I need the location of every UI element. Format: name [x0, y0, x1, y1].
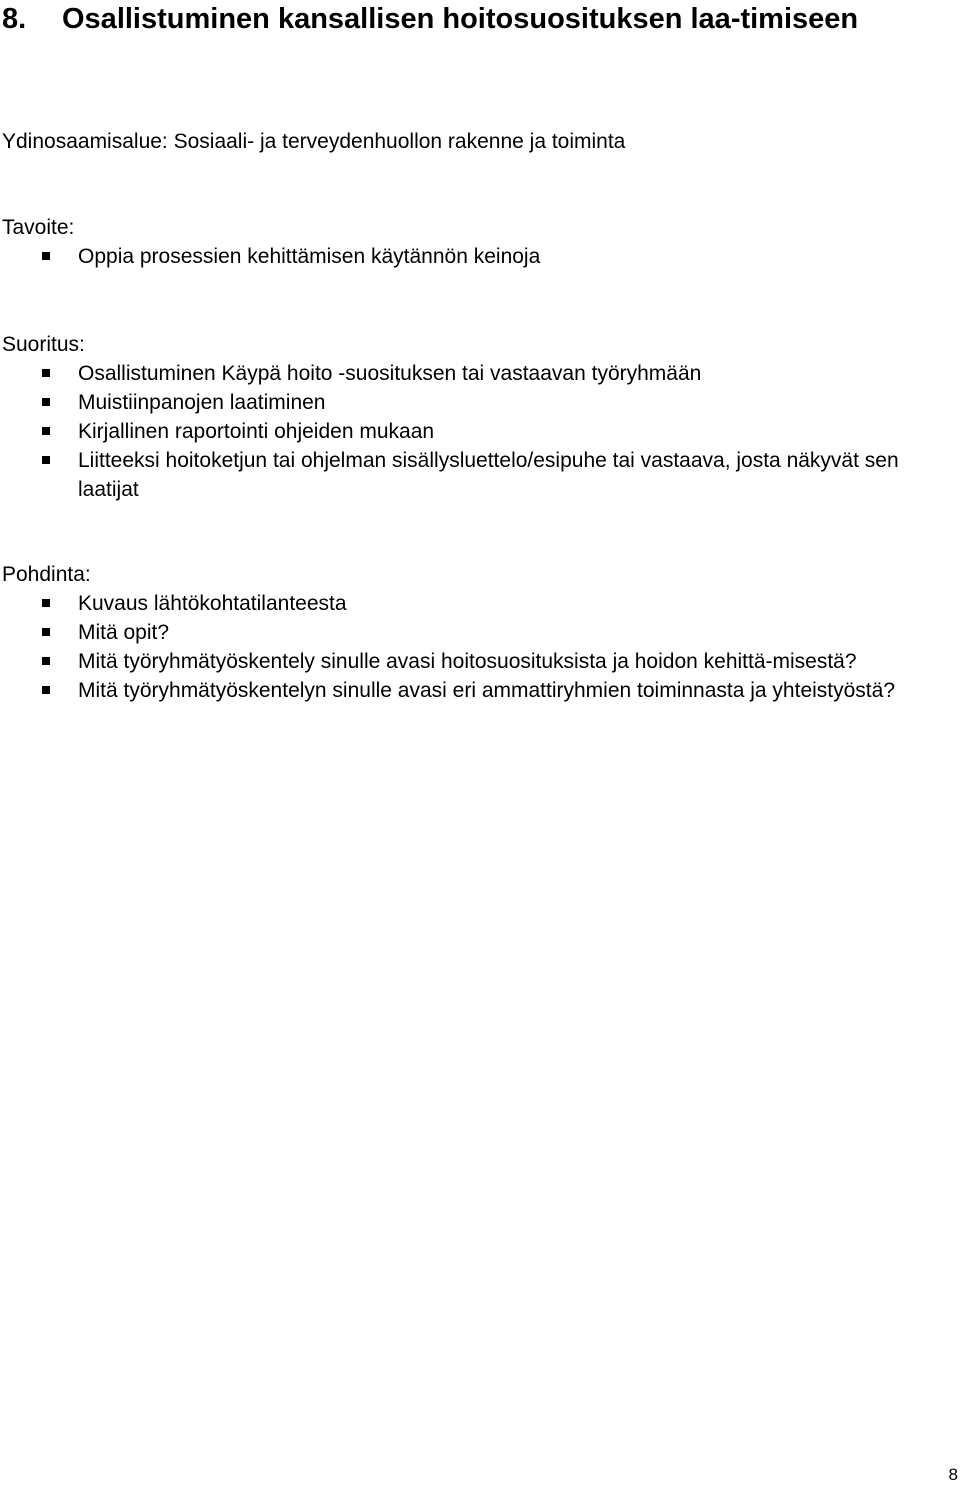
square-bullet-icon [42, 369, 50, 377]
square-bullet-icon [42, 252, 50, 260]
performance-item [2, 417, 947, 446]
section-title: Osallistuminen kansallisen hoitosuosituksen laa-timiseen [62, 3, 859, 35]
performance-item-text: Kirjallinen raportointi ohjeiden mukaan [78, 420, 435, 443]
section-number: 8. [2, 3, 27, 35]
reflection-label: Pohdinta: [2, 563, 91, 586]
goal-list [2, 242, 947, 271]
goal-item [2, 242, 947, 271]
page-number: 8 [948, 1465, 958, 1484]
performance-item [2, 446, 947, 504]
reflection-item [2, 676, 947, 705]
reflection-item-text: Mitä opit? [78, 621, 170, 644]
reflection-section [2, 561, 947, 705]
reflection-item-text: Mitä työryhmätyöskentely sinulle avasi hoitosuosituksista ja hoidon kehittä-misestä? [78, 650, 857, 673]
reflection-item-text: Kuvaus lähtökohtatilanteesta [78, 592, 347, 615]
square-bullet-icon [42, 686, 50, 694]
square-bullet-icon [42, 599, 50, 607]
section-heading [2, 0, 932, 38]
goal-label: Tavoite: [2, 216, 75, 239]
square-bullet-icon [42, 456, 50, 464]
square-bullet-icon [42, 628, 50, 636]
reflection-item [2, 618, 947, 647]
square-bullet-icon [42, 657, 50, 665]
reflection-item [2, 647, 947, 676]
performance-item-text: Osallistuminen Käypä hoito -suosituksen tai vastaavan työryhmään [78, 362, 702, 385]
goal-section [2, 214, 947, 271]
performance-item-text: Liitteeksi hoitoketjun tai ohjelman sisällysluettelo/esipuhe tai vastaava, josta näkyvät sen laatijat [78, 449, 899, 501]
core-competence-area: Ydinosaamisalue: Sosiaali- ja terveydenhuollon rakenne ja toiminta [2, 130, 626, 153]
performance-section [2, 331, 947, 504]
square-bullet-icon [42, 427, 50, 435]
performance-item-text: Muistiinpanojen laatiminen [78, 391, 326, 414]
reflection-item-text: Mitä työryhmätyöskentelyn sinulle avasi eri ammattiryhmien toiminnasta ja yhteistyöstä? [78, 679, 896, 702]
performance-label: Suoritus: [2, 333, 85, 356]
performance-item [2, 359, 947, 388]
performance-list [2, 359, 947, 504]
square-bullet-icon [42, 398, 50, 406]
reflection-list [2, 589, 947, 705]
goal-item-text: Oppia prosessien kehittämisen käytännön keinoja [78, 245, 541, 268]
performance-item [2, 388, 947, 417]
reflection-item [2, 589, 947, 618]
